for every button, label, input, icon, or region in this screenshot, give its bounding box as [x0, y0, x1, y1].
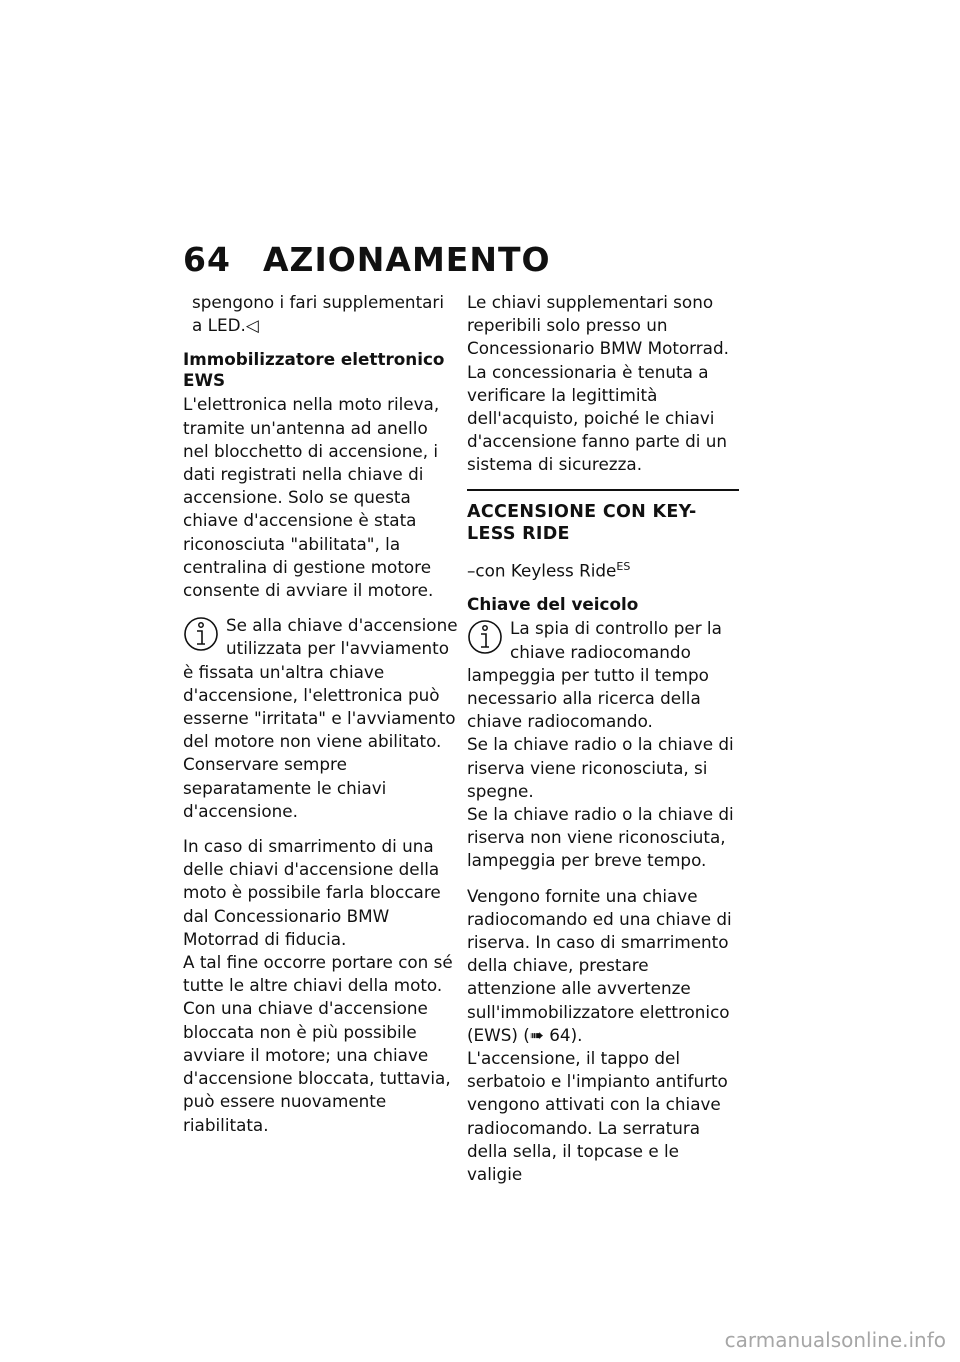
option-line: [467, 555, 739, 583]
paragraph-ews-intro: L'elettronica nella moto rileva, tramite un'antenna ad anello nel blocchetto di accensione, i dati registrati nella chiave di accensione. Solo se questa chiave d'accensione è stata riconosciuta "abilitata", la centralina di gestione motore consente di avviare il motore.: [183, 394, 440, 601]
note-ews-text: Se alla chiave d'accensione utilizzata per l'avviamento è fissata un'altra chiave d'accensione, l'elettronica può esserne "irritata" e l'avviamento del motore non viene abilitato.: [183, 615, 458, 752]
supplied-keys-text: Vengono fornite una chiave radiocomando ed una chiave di riserva. In caso di smarrimento della chiave, prestare attenzione alle avvertenze sull'immobilizzatore elettronico (EWS): [467, 885, 732, 1045]
info-icon: [183, 614, 223, 658]
paragraph-continued: spengono i fari supplementari a LED.◁: [192, 292, 444, 336]
right-column: [467, 291, 739, 1198]
paragraph-lost-key: In caso di smarrimento di una delle chiavi d'accensione della moto è possibile farla bloccare dal Concessionario BMW Motorrad di fiducia.: [183, 836, 441, 949]
section-title: ACCENSIONE CON KEY-LESS RIDE: [467, 501, 697, 544]
key-heading: Chiave del veicolo: [467, 594, 639, 615]
paragraph-not-recognized: Se la chiave radio o la chiave di riserva non viene riconosciuta, lampeggia per breve tempo.: [467, 804, 734, 871]
info-icon: [467, 617, 507, 661]
ews-heading: Immobilizzatore elettronico EWS: [183, 349, 445, 391]
note-ews-text-2: Conservare sempre separatamente le chiavi d'accensione.: [183, 754, 387, 821]
page-ref-arrow-icon: ➠: [529, 1024, 544, 1045]
paragraph-activation: L'accensione, il tappo del serbatoio e l'impianto antifurto vengono attivati con la chiave radiocomando. La serratura della sella, il topcase e le valigie: [467, 1048, 728, 1185]
option-code: ES: [616, 559, 631, 573]
watermark: carmanualsonline.info: [724, 1328, 946, 1352]
paragraph-bring-keys: A tal fine occorre portare con sé tutte le altre chiavi della moto. Con una chiave d'accensione bloccata non è più possibile avviare il motore; una chiave d'accensione bloccata, tuttavia, può essere nuovamente riabilitata.: [183, 952, 453, 1135]
paragraph-supplied-keys: Vengono fornite una chiave radiocomando ed una chiave di riserva. In caso di smarrimento della chiave, prestare attenzione alle avvertenze sull'immobilizzatore elettronico (EWS) (➠ 64).: [467, 885, 732, 1045]
left-column: [183, 291, 458, 1149]
page-number: 64: [183, 240, 231, 279]
info-note-ews: [183, 614, 458, 823]
page-header: [183, 240, 551, 280]
paragraph-extra-keys: Le chiavi supplementari sono reperibili solo presso un Concessionario BMW Motorrad. La concessionaria è tenuta a verificare la legittimità dell'acquisto, poiché le chiavi d'accensione fanno parte di un sistema di sicurezza.: [467, 292, 729, 475]
chapter-title: AZIONAMENTO: [263, 240, 551, 279]
option-prefix: –con Keyless Ride: [467, 560, 617, 581]
section-divider: [467, 489, 739, 491]
note-key-text: La spia di controllo per la chiave radiocomando lampeggia per tutto il tempo necessario alla ricerca della chiave radiocomando.: [467, 618, 722, 732]
page-ref-link[interactable]: 64: [549, 1024, 571, 1045]
paragraph-recognized: Se la chiave radio o la chiave di riserva viene riconosciuta, si spegne.: [467, 734, 734, 801]
info-note-key: [467, 617, 739, 872]
